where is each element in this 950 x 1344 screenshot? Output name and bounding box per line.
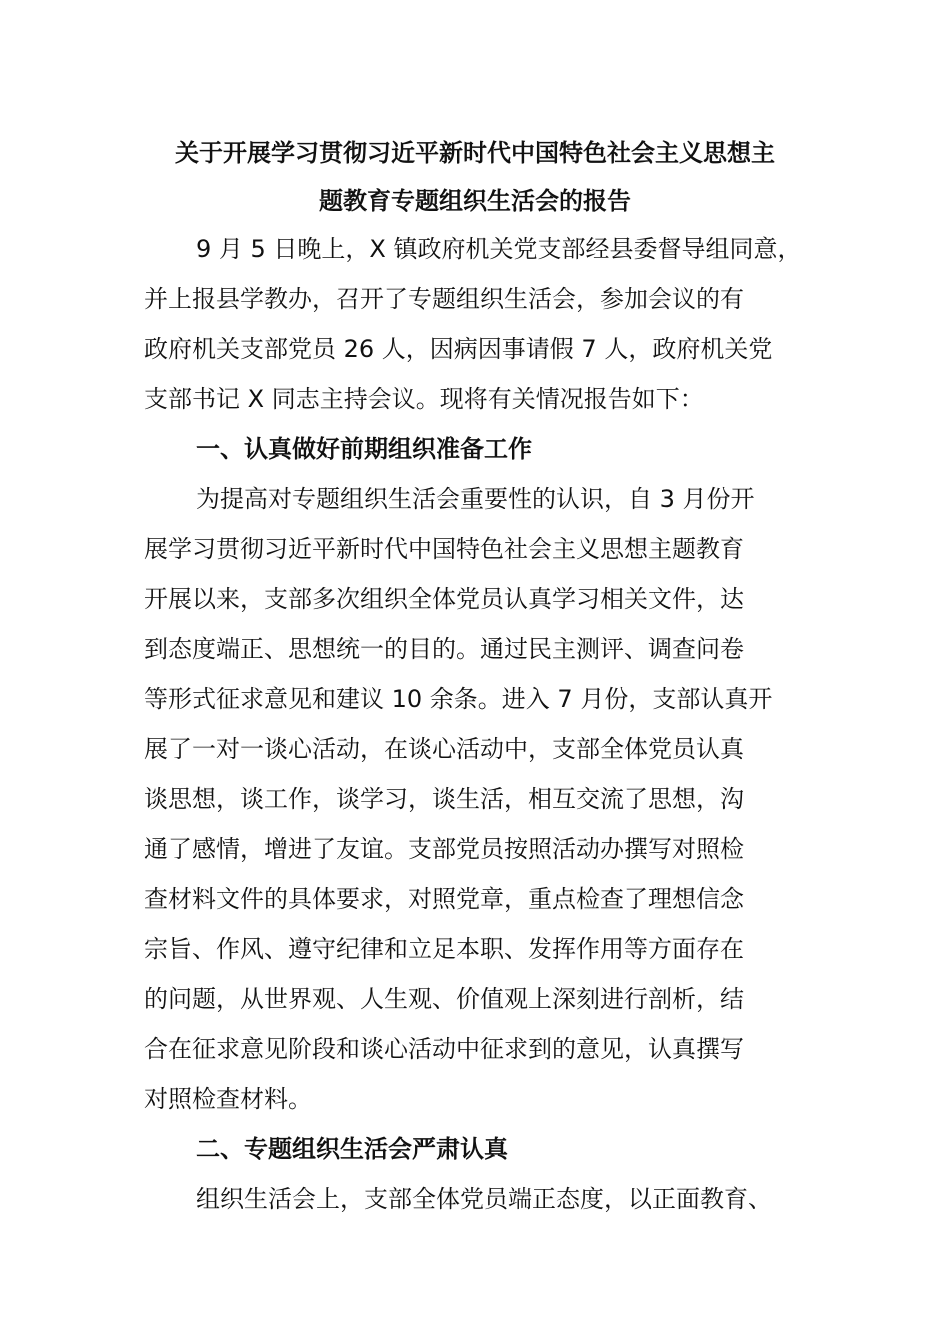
paragraph-line: 9 月 5 日晚上，X 镇政府机关党支部经县委督导组同意， [196,235,802,263]
paragraph-line: 通了感情，增进了友谊。支部党员按照活动办撰写对照检 [144,835,744,863]
paragraph-line: 政府机关支部党员 26 人，因病因事请假 7 人，政府机关党 [144,335,773,363]
document-title-line-2: 题教育专题组织生活会的报告 [319,187,631,215]
paragraph-line: 组织生活会上，支部全体党员端正态度，以正面教育、 [196,1185,772,1213]
paragraph-line: 并上报县学教办，召开了专题组织生活会，参加会议的有 [144,285,744,313]
paragraph-line: 为提高对专题组织生活会重要性的认识，自 3 月份开 [196,485,755,513]
paragraph-line: 查材料文件的具体要求，对照党章，重点检查了理想信念 [144,885,744,913]
paragraph-line: 对照检查材料。 [144,1085,312,1113]
document-title-line-1: 关于开展学习贯彻习近平新时代中国特色社会主义思想主 [175,139,775,167]
paragraph-line: 合在征求意见阶段和谈心活动中征求到的意见，认真撰写 [144,1035,744,1063]
paragraph-line: 展了一对一谈心活动，在谈心活动中，支部全体党员认真 [144,735,744,763]
paragraph-line: 谈思想，谈工作，谈学习，谈生活，相互交流了思想，沟 [144,785,744,813]
paragraph-line: 到态度端正、思想统一的目的。通过民主测评、调查问卷 [144,635,744,663]
paragraph-line: 展学习贯彻习近平新时代中国特色社会主义思想主题教育 [144,535,744,563]
paragraph-line: 支部书记 X 同志主持会议。现将有关情况报告如下： [144,385,704,413]
paragraph-line: 等形式征求意见和建议 10 余条。进入 7 月份，支部认真开 [144,685,773,713]
paragraph-line: 的问题，从世界观、人生观、价值观上深刻进行剖析，结 [144,985,744,1013]
paragraph-line: 开展以来，支部多次组织全体党员认真学习相关文件，达 [144,585,744,613]
section-heading-1: 一、认真做好前期组织准备工作 [196,435,532,463]
paragraph-line: 宗旨、作风、遵守纪律和立足本职、发挥作用等方面存在 [144,935,744,963]
section-heading-2: 二、专题组织生活会严肃认真 [196,1135,508,1163]
